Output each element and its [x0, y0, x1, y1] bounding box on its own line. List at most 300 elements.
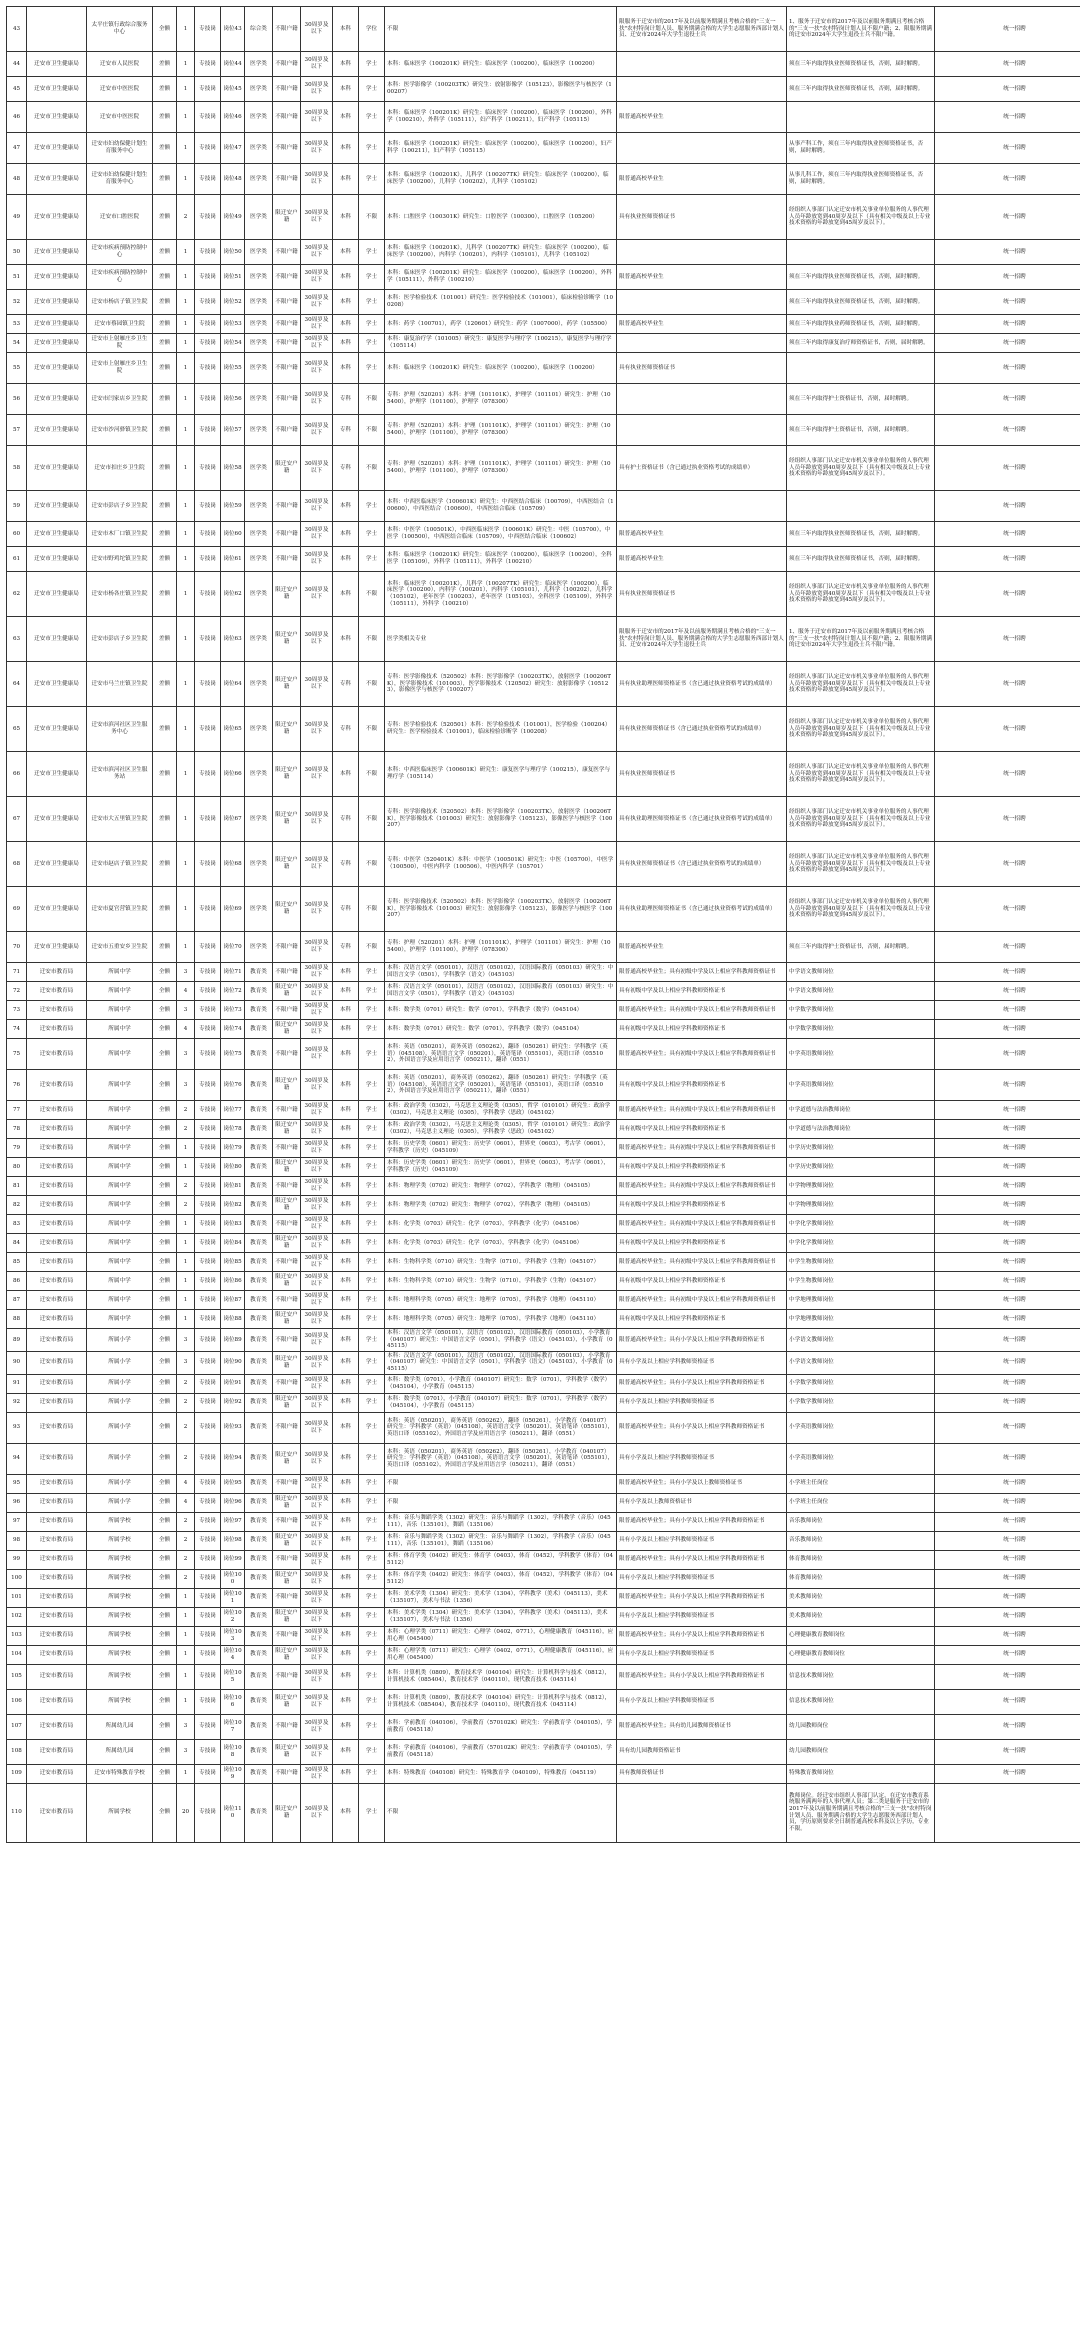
position-name-cell: 岗位57 [221, 415, 245, 446]
headcount-cell: 1 [177, 290, 195, 315]
exam-subject-cell: 医学类 [245, 707, 273, 752]
employer-unit-cell: 所属学校 [87, 1645, 153, 1664]
table-row [7, 1512, 1080, 1531]
exam-subject-cell: 教育类 [245, 1783, 273, 1842]
education-cell: 本科 [333, 1569, 359, 1588]
table-row [7, 982, 1080, 1001]
remark-cell [787, 353, 935, 384]
headcount-cell: 1 [177, 1607, 195, 1626]
row-number-cell: 109 [7, 1764, 27, 1783]
degree-cell: 学士 [359, 1101, 385, 1120]
remark-cell: 中学地理教师岗位 [787, 1310, 935, 1329]
major-requirement-cell: 本科：临床医学（100201K），儿科学（100207TK）研究生：临床医学（100200），临床医学（100200），内科学（100201），内科学（105101），儿科学（100202），儿科学（105102），老年医学（100203），老年医学（105103），全科医学（105109），外科学（105111），外科学（100210） [385, 572, 617, 617]
employer-unit-cell: 迁安市妇幼保健计划生育服务中心 [87, 133, 153, 164]
position-name-cell: 岗位70 [221, 932, 245, 963]
employer-unit-cell: 迁安市中医医院 [87, 77, 153, 102]
headcount-cell: 1 [177, 617, 195, 662]
degree-cell: 学士 [359, 1070, 385, 1101]
recruit-method-cell: 统一招聘 [935, 1020, 1080, 1039]
position-category-cell: 专技岗 [195, 164, 221, 195]
department-cell: 迁安市卫生健康局 [27, 887, 87, 932]
position-category-cell: 专技岗 [195, 1234, 221, 1253]
row-number-cell: 76 [7, 1070, 27, 1101]
household-registration-cell: 不限户籍 [273, 52, 301, 77]
age-requirement-cell: 30周岁及以下 [301, 102, 333, 133]
recruit-method-cell: 统一招聘 [935, 1443, 1080, 1474]
degree-cell: 学士 [359, 1512, 385, 1531]
recruit-method-cell: 统一招聘 [935, 1177, 1080, 1196]
recruit-method-cell: 统一招聘 [935, 1588, 1080, 1607]
recruit-method-cell: 统一招聘 [935, 195, 1080, 240]
funding-type-cell: 全额 [153, 1443, 177, 1474]
education-cell: 本科 [333, 1443, 359, 1474]
remark-cell: 从事产科工作，须在三年内取得执业医师资格证书，否则，届时解聘。 [787, 133, 935, 164]
department-cell: 迁安市卫生健康局 [27, 842, 87, 887]
headcount-cell: 2 [177, 195, 195, 240]
department-cell: 迁安市卫生健康局 [27, 164, 87, 195]
household-registration-cell: 限迁安户籍 [273, 707, 301, 752]
headcount-cell: 1 [177, 334, 195, 353]
employer-unit-cell: 迁安市杨店子镇卫生院 [87, 290, 153, 315]
education-cell: 本科 [333, 1001, 359, 1020]
major-requirement-cell: 本科：英语（050201），商务英语（050262），翻译（050261）研究生：学科教学（英语）（045108），英语语言文学（050201），英语笔译（055101），英语口译（055102），外国语言学及应用语言学（050211），翻译（0551） [385, 1039, 617, 1070]
age-requirement-cell: 30周岁及以下 [301, 572, 333, 617]
recruit-method-cell: 统一招聘 [935, 384, 1080, 415]
education-cell: 本科 [333, 1177, 359, 1196]
exam-subject-cell: 医学类 [245, 617, 273, 662]
education-cell: 本科 [333, 617, 359, 662]
funding-type-cell: 全额 [153, 1272, 177, 1291]
major-requirement-cell: 专科：医学影像技术（520502）本科：医学影像学（100203TK），放射医学（100206TK），医学影像技术（101003）研究生：放射影像学（105123），影像医学与核医学（100207） [385, 797, 617, 842]
table-row [7, 290, 1080, 315]
other-condition-cell: 具有初级中学及以上相应学科教师资格证书 [617, 1020, 787, 1039]
employer-unit-cell: 所属中学 [87, 1001, 153, 1020]
recruit-method-cell: 统一招聘 [935, 1329, 1080, 1352]
recruit-method-cell: 统一招聘 [935, 1664, 1080, 1689]
remark-cell: 须在三年内取得执业医师资格证书，否则，届时解聘。 [787, 290, 935, 315]
headcount-cell: 3 [177, 1039, 195, 1070]
degree-cell: 学士 [359, 1310, 385, 1329]
funding-type-cell: 全额 [153, 1020, 177, 1039]
major-requirement-cell: 本科：生物科学类（0710）研究生：生物学（0710），学科教学（生物）（045107） [385, 1253, 617, 1272]
age-requirement-cell: 30周岁及以下 [301, 1374, 333, 1393]
department-cell: 迁安市教育局 [27, 1253, 87, 1272]
position-category-cell: 专技岗 [195, 334, 221, 353]
recruit-method-cell: 统一招聘 [935, 353, 1080, 384]
position-name-cell: 岗位71 [221, 963, 245, 982]
remark-cell: 1、服务于迁安市的2017年及以前服务期满且考核合格的"三支一扶"农村特岗计划人员不限户籍；2、限服务期满的迁安市2024年大学生退役士兵不限户籍。 [787, 617, 935, 662]
age-requirement-cell: 30周岁及以下 [301, 1512, 333, 1531]
other-condition-cell: 限普通高校毕业生；具有小学及以上相应学科教师资格证书 [617, 1512, 787, 1531]
funding-type-cell: 差额 [153, 384, 177, 415]
department-cell: 迁安市教育局 [27, 1689, 87, 1714]
major-requirement-cell: 本科：汉语言文学（050101），汉语言（050102），汉语国际教育（050103），小学教育（040107）研究生：中国语言文学（0501），学科教学（语文）（045103），小学教育（045115） [385, 1351, 617, 1374]
department-cell: 迁安市卫生健康局 [27, 265, 87, 290]
position-category-cell: 专技岗 [195, 1550, 221, 1569]
department-cell: 迁安市教育局 [27, 1374, 87, 1393]
exam-subject-cell: 医学类 [245, 415, 273, 446]
funding-type-cell: 全额 [153, 963, 177, 982]
row-number-cell: 73 [7, 1001, 27, 1020]
headcount-cell: 2 [177, 1531, 195, 1550]
employer-unit-cell: 所属中学 [87, 1234, 153, 1253]
employer-unit-cell: 所属小学 [87, 1351, 153, 1374]
household-registration-cell: 不限户籍 [273, 415, 301, 446]
employer-unit-cell: 所属学校 [87, 1626, 153, 1645]
funding-type-cell: 全额 [153, 1351, 177, 1374]
position-category-cell: 专技岗 [195, 265, 221, 290]
education-cell: 本科 [333, 491, 359, 522]
employer-unit-cell: 所属中学 [87, 1070, 153, 1101]
recruit-method-cell: 统一招聘 [935, 1272, 1080, 1291]
row-number-cell: 97 [7, 1512, 27, 1531]
age-requirement-cell: 30周岁及以下 [301, 1493, 333, 1512]
remark-cell: 小学语文教师岗位 [787, 1329, 935, 1352]
recruit-method-cell: 统一招聘 [935, 1607, 1080, 1626]
funding-type-cell: 全额 [153, 1120, 177, 1139]
department-cell: 迁安市卫生健康局 [27, 572, 87, 617]
headcount-cell: 1 [177, 1234, 195, 1253]
department-cell: 迁安市卫生健康局 [27, 334, 87, 353]
recruit-method-cell: 统一招聘 [935, 1764, 1080, 1783]
funding-type-cell: 全额 [153, 1101, 177, 1120]
age-requirement-cell: 30周岁及以下 [301, 1101, 333, 1120]
other-condition-cell: 具有执业助理医师资格证书（含已通过执业资格考试的成绩单） [617, 662, 787, 707]
age-requirement-cell: 30周岁及以下 [301, 353, 333, 384]
age-requirement-cell: 30周岁及以下 [301, 315, 333, 334]
table-row [7, 102, 1080, 133]
department-cell: 迁安市教育局 [27, 1550, 87, 1569]
position-name-cell: 岗位100 [221, 1569, 245, 1588]
other-condition-cell: 限普通高校毕业生；具有初级中学及以上相应学科教师资格证书 [617, 1177, 787, 1196]
table-row [7, 353, 1080, 384]
other-condition-cell [617, 334, 787, 353]
position-category-cell: 专技岗 [195, 195, 221, 240]
remark-cell: 中学生物教师岗位 [787, 1272, 935, 1291]
education-cell: 本科 [333, 265, 359, 290]
household-registration-cell: 限迁安户籍 [273, 1272, 301, 1291]
position-name-cell: 岗位75 [221, 1039, 245, 1070]
recruit-method-cell: 统一招聘 [935, 932, 1080, 963]
exam-subject-cell: 教育类 [245, 1020, 273, 1039]
funding-type-cell: 全额 [153, 982, 177, 1001]
employer-unit-cell: 所属小学 [87, 1474, 153, 1493]
other-condition-cell: 具有初级中学及以上相应学科教师资格证书 [617, 1158, 787, 1177]
age-requirement-cell: 30周岁及以下 [301, 1393, 333, 1412]
table-row [7, 1291, 1080, 1310]
household-registration-cell: 限迁安户籍 [273, 1531, 301, 1550]
major-requirement-cell: 不限 [385, 1474, 617, 1493]
headcount-cell: 1 [177, 707, 195, 752]
employer-unit-cell: 所属学校 [87, 1550, 153, 1569]
exam-subject-cell: 医学类 [245, 752, 273, 797]
other-condition-cell: 限普通高校毕业生；具有小学及以上相应学科教师资格证书 [617, 1329, 787, 1352]
headcount-cell: 1 [177, 102, 195, 133]
position-name-cell: 岗位79 [221, 1139, 245, 1158]
other-condition-cell: 具有小学及以上相应学科教师资格证书 [617, 1393, 787, 1412]
employer-unit-cell: 所属中学 [87, 1196, 153, 1215]
exam-subject-cell: 教育类 [245, 1120, 273, 1139]
exam-subject-cell: 教育类 [245, 1550, 273, 1569]
position-name-cell: 岗位56 [221, 384, 245, 415]
funding-type-cell: 差额 [153, 752, 177, 797]
headcount-cell: 1 [177, 1588, 195, 1607]
funding-type-cell: 差额 [153, 707, 177, 752]
position-name-cell: 岗位73 [221, 1001, 245, 1020]
position-name-cell: 岗位51 [221, 265, 245, 290]
table-row [7, 1001, 1080, 1020]
education-cell: 专科 [333, 797, 359, 842]
remark-cell: 经组织人事部门认定迁安市机关事业单位服务的人事代理人员年龄放宽到40周岁及以下（具有相关中级及以上专业技术资格的年龄放宽到45周岁及以下）。 [787, 572, 935, 617]
degree-cell: 学士 [359, 491, 385, 522]
position-name-cell: 岗位110 [221, 1783, 245, 1842]
education-cell: 本科 [333, 1714, 359, 1739]
funding-type-cell: 全额 [153, 1764, 177, 1783]
department-cell: 迁安市教育局 [27, 1291, 87, 1310]
table-row [7, 932, 1080, 963]
row-number-cell: 50 [7, 240, 27, 265]
funding-type-cell: 差额 [153, 446, 177, 491]
household-registration-cell: 限迁安户籍 [273, 662, 301, 707]
degree-cell: 学士 [359, 1234, 385, 1253]
age-requirement-cell: 30周岁及以下 [301, 1351, 333, 1374]
position-category-cell: 专技岗 [195, 1215, 221, 1234]
remark-cell: 须在三年内取得执业医师资格证书，否则，届时解聘。 [787, 522, 935, 547]
remark-cell: 须在三年内取得护士资格证书，否则，届时解聘。 [787, 932, 935, 963]
position-name-cell: 岗位47 [221, 133, 245, 164]
department-cell: 迁安市教育局 [27, 1177, 87, 1196]
recruit-method-cell: 统一招聘 [935, 842, 1080, 887]
headcount-cell: 2 [177, 1101, 195, 1120]
position-name-cell: 岗位66 [221, 752, 245, 797]
table-row [7, 446, 1080, 491]
remark-cell: 特殊教育教师岗位 [787, 1764, 935, 1783]
exam-subject-cell: 教育类 [245, 1196, 273, 1215]
row-number-cell: 92 [7, 1393, 27, 1412]
position-category-cell: 专技岗 [195, 1120, 221, 1139]
table-row [7, 265, 1080, 290]
headcount-cell: 1 [177, 1139, 195, 1158]
household-registration-cell: 不限户籍 [273, 1177, 301, 1196]
position-category-cell: 专技岗 [195, 842, 221, 887]
degree-cell: 学士 [359, 1253, 385, 1272]
position-name-cell: 岗位89 [221, 1329, 245, 1352]
degree-cell: 不限 [359, 797, 385, 842]
row-number-cell: 110 [7, 1783, 27, 1842]
department-cell [27, 7, 87, 52]
major-requirement-cell: 本科：地理科学类（0705）研究生：地理学（0705），学科教学（地理）（045110） [385, 1291, 617, 1310]
employer-unit-cell: 所属中学 [87, 1215, 153, 1234]
major-requirement-cell: 专科：护理（520201）本科：护理（101101K），护理学（101101）研究生：护理（105400），护理学（101100），护理学（078300） [385, 384, 617, 415]
position-category-cell: 专技岗 [195, 415, 221, 446]
table-row [7, 963, 1080, 982]
row-number-cell: 83 [7, 1215, 27, 1234]
position-name-cell: 岗位53 [221, 315, 245, 334]
recruit-method-cell: 统一招聘 [935, 415, 1080, 446]
household-registration-cell: 限迁安户籍 [273, 1443, 301, 1474]
education-cell: 本科 [333, 164, 359, 195]
remark-cell: 经组织人事部门认定迁安市机关事业单位服务的人事代理人员年龄放宽到40周岁及以下（具有相关中级及以上专业技术资格的年龄放宽到45周岁及以下）。 [787, 887, 935, 932]
exam-subject-cell: 综合类 [245, 7, 273, 52]
row-number-cell: 82 [7, 1196, 27, 1215]
funding-type-cell: 差额 [153, 491, 177, 522]
household-registration-cell: 不限户籍 [273, 102, 301, 133]
major-requirement-cell: 本科：数学类（0701），小学教育（040107）研究生：数学（0701），学科教学（数学）（045104），小学教育（045115） [385, 1374, 617, 1393]
headcount-cell: 4 [177, 982, 195, 1001]
age-requirement-cell: 30周岁及以下 [301, 1139, 333, 1158]
department-cell: 迁安市教育局 [27, 1474, 87, 1493]
position-category-cell: 专技岗 [195, 1329, 221, 1352]
headcount-cell: 2 [177, 1177, 195, 1196]
other-condition-cell: 具有小学及以上教师资格证书 [617, 1493, 787, 1512]
age-requirement-cell: 30周岁及以下 [301, 617, 333, 662]
other-condition-cell: 具有初级中学及以上相应学科教师资格证书 [617, 1196, 787, 1215]
major-requirement-cell: 本科：音乐与舞蹈学类（1302）研究生：音乐与舞蹈学（1302），学科教学（音乐）（045111），音乐（135101），舞蹈（135106） [385, 1512, 617, 1531]
funding-type-cell: 差额 [153, 887, 177, 932]
recruit-method-cell: 统一招聘 [935, 491, 1080, 522]
age-requirement-cell: 30周岁及以下 [301, 1196, 333, 1215]
employer-unit-cell: 所属学校 [87, 1783, 153, 1842]
household-registration-cell: 不限户籍 [273, 265, 301, 290]
position-name-cell: 岗位85 [221, 1253, 245, 1272]
education-cell: 本科 [333, 1474, 359, 1493]
position-category-cell: 专技岗 [195, 102, 221, 133]
recruit-method-cell: 统一招聘 [935, 133, 1080, 164]
major-requirement-cell: 本科：临床医学（100201K）研究生：临床医学（100200），临床医学（100200） [385, 52, 617, 77]
headcount-cell: 1 [177, 52, 195, 77]
position-name-cell: 岗位99 [221, 1550, 245, 1569]
row-number-cell: 90 [7, 1351, 27, 1374]
remark-cell: 美术教师岗位 [787, 1607, 935, 1626]
household-registration-cell: 不限户籍 [273, 7, 301, 52]
exam-subject-cell: 教育类 [245, 1039, 273, 1070]
employer-unit-cell: 迁安市中医医院 [87, 102, 153, 133]
household-registration-cell: 限迁安户籍 [273, 1645, 301, 1664]
recruit-method-cell: 统一招聘 [935, 1645, 1080, 1664]
other-condition-cell: 具有初级中学及以上相应学科教师资格证书 [617, 1070, 787, 1101]
funding-type-cell: 全额 [153, 1177, 177, 1196]
degree-cell: 学士 [359, 1039, 385, 1070]
education-cell: 本科 [333, 963, 359, 982]
position-category-cell: 专技岗 [195, 1443, 221, 1474]
age-requirement-cell: 30周岁及以下 [301, 446, 333, 491]
headcount-cell: 1 [177, 77, 195, 102]
remark-cell: 经组织人事部门认定迁安市机关事业单位服务的人事代理人员年龄放宽到40周岁及以下（具有相关中级及以上专业技术资格的年龄放宽到45周岁及以下）。 [787, 842, 935, 887]
major-requirement-cell: 本科：临床医学（100201K）研究生：临床医学（100200），临床医学（100200），外科学（100210），外科学（105111），妇产科学（100211），妇产科学（105115） [385, 102, 617, 133]
degree-cell: 不限 [359, 707, 385, 752]
employer-unit-cell: 所属中学 [87, 1101, 153, 1120]
funding-type-cell: 全额 [153, 1607, 177, 1626]
remark-cell: 经组织人事部门认定迁安市机关事业单位服务的人事代理人员年龄放宽到40周岁及以下（具有相关中级及以上专业技术资格的年龄放宽到45周岁及以下）。 [787, 662, 935, 707]
degree-cell: 学士 [359, 1474, 385, 1493]
exam-subject-cell: 医学类 [245, 384, 273, 415]
other-condition-cell: 限普通高校毕业生 [617, 932, 787, 963]
remark-cell [787, 102, 935, 133]
major-requirement-cell: 本科：计算机类（0809），教育技术学（040104）研究生：计算机科学与技术（0812），计算机技术（085404），教育技术学（040110），现代教育技术（045114） [385, 1664, 617, 1689]
headcount-cell: 1 [177, 164, 195, 195]
education-cell: 本科 [333, 1393, 359, 1412]
funding-type-cell: 差额 [153, 334, 177, 353]
headcount-cell: 4 [177, 1474, 195, 1493]
other-condition-cell: 具有执业医师资格证书 [617, 752, 787, 797]
employer-unit-cell: 迁安市彭店子乡卫生院 [87, 491, 153, 522]
other-condition-cell: 限普通高校毕业生；具有初级中学及以上相应学科教师资格证书 [617, 1291, 787, 1310]
position-category-cell: 专技岗 [195, 617, 221, 662]
funding-type-cell: 全额 [153, 1626, 177, 1645]
funding-type-cell: 全额 [153, 1783, 177, 1842]
recruit-method-cell: 统一招聘 [935, 1374, 1080, 1393]
remark-cell: 中学化学教师岗位 [787, 1215, 935, 1234]
employer-unit-cell: 所属中学 [87, 1120, 153, 1139]
remark-cell: 教师岗位。经迁安市组织人事部门认定，在迁安市教育系统服务满两年的人事代理人员；第二类是服务于迁安市的2017年及以前服务期满且考核合格的"三支一扶"农村特岗计划人员、服务期满合格的大学生志愿服务西部计划人员，学历原则要求全日制普通高校本科及以上学历，专业不限。 [787, 1783, 935, 1842]
age-requirement-cell: 30周岁及以下 [301, 1329, 333, 1352]
age-requirement-cell: 30周岁及以下 [301, 1443, 333, 1474]
major-requirement-cell: 本科：数学类（0701），小学教育（040107）研究生：数学（0701），学科教学（数学）（045104），小学教育（045115） [385, 1393, 617, 1412]
row-number-cell: 64 [7, 662, 27, 707]
funding-type-cell: 全额 [153, 1531, 177, 1550]
recruit-method-cell: 统一招聘 [935, 164, 1080, 195]
remark-cell: 经组织人事部门认定迁安市机关事业单位服务的人事代理人员年龄放宽到40周岁及以下（具有相关中级及以上专业技术资格的年龄放宽到45周岁及以下）。 [787, 797, 935, 842]
employer-unit-cell: 迁安市蔡园镇卫生院 [87, 315, 153, 334]
exam-subject-cell: 医学类 [245, 547, 273, 572]
recruit-method-cell: 统一招聘 [935, 572, 1080, 617]
age-requirement-cell: 30周岁及以下 [301, 963, 333, 982]
position-category-cell: 专技岗 [195, 1474, 221, 1493]
funding-type-cell: 差额 [153, 195, 177, 240]
household-registration-cell: 不限户籍 [273, 1101, 301, 1120]
exam-subject-cell: 医学类 [245, 334, 273, 353]
table-row [7, 52, 1080, 77]
table-row [7, 707, 1080, 752]
row-number-cell: 45 [7, 77, 27, 102]
other-condition-cell: 具有执业医师资格证书 [617, 195, 787, 240]
exam-subject-cell: 医学类 [245, 842, 273, 887]
age-requirement-cell: 30周岁及以下 [301, 982, 333, 1001]
other-condition-cell [617, 77, 787, 102]
age-requirement-cell: 30周岁及以下 [301, 1412, 333, 1443]
headcount-cell: 2 [177, 1374, 195, 1393]
major-requirement-cell: 本科：英语（050201），商务英语（050262），翻译（050261）研究生：学科教学（英语）（045108），英语语言文学（050201），英语笔译（055101），英语口译（055102），外国语言学及应用语言学（050211），翻译（0551） [385, 1070, 617, 1101]
headcount-cell: 2 [177, 1196, 195, 1215]
exam-subject-cell: 教育类 [245, 1588, 273, 1607]
department-cell: 迁安市卫生健康局 [27, 752, 87, 797]
remark-cell: 小学语文教师岗位 [787, 1351, 935, 1374]
household-registration-cell: 不限户籍 [273, 932, 301, 963]
table-row [7, 1626, 1080, 1645]
major-requirement-cell: 医学类相关专业 [385, 617, 617, 662]
degree-cell: 不限 [359, 384, 385, 415]
education-cell: 本科 [333, 7, 359, 52]
degree-cell: 学士 [359, 353, 385, 384]
household-registration-cell: 不限户籍 [273, 1001, 301, 1020]
exam-subject-cell: 医学类 [245, 133, 273, 164]
position-category-cell: 专技岗 [195, 1764, 221, 1783]
major-requirement-cell: 专科：中医学（520401K）本科：中医学（100501K）研究生：中医（105700），中医学（100500），中医内科学（100506），中医内科学（105701） [385, 842, 617, 887]
remark-cell: 须在三年内取得执业医师资格证书，否则，届时解聘。 [787, 52, 935, 77]
table-row [7, 1569, 1080, 1588]
position-name-cell: 岗位92 [221, 1393, 245, 1412]
other-condition-cell: 限普通高校毕业生 [617, 547, 787, 572]
row-number-cell: 68 [7, 842, 27, 887]
position-category-cell: 专技岗 [195, 1588, 221, 1607]
department-cell: 迁安市教育局 [27, 1739, 87, 1764]
department-cell: 迁安市教育局 [27, 1158, 87, 1177]
headcount-cell: 1 [177, 7, 195, 52]
degree-cell: 学士 [359, 1020, 385, 1039]
headcount-cell: 1 [177, 384, 195, 415]
position-name-cell: 岗位63 [221, 617, 245, 662]
department-cell: 迁安市教育局 [27, 1512, 87, 1531]
